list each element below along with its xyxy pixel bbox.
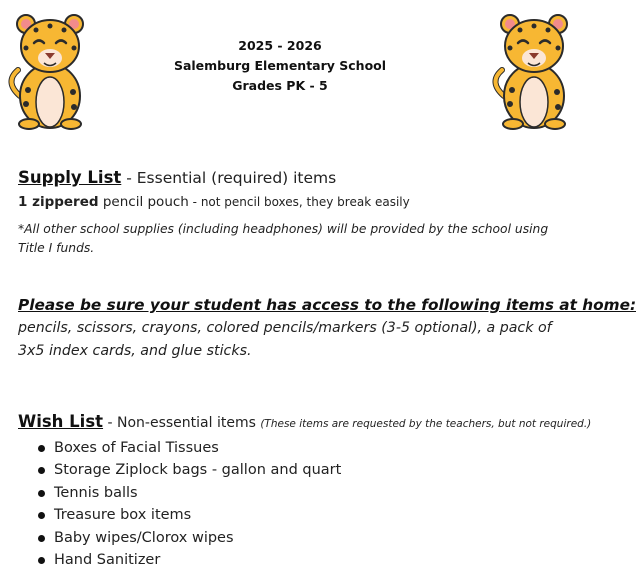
leopard-mascot-icon xyxy=(490,12,576,130)
list-item xyxy=(38,437,341,459)
list-item-label: Storage Ziplock bags - gallon and quart xyxy=(54,462,342,479)
list-item-label: Baby wipes/Clorox wipes xyxy=(54,529,234,546)
document-header xyxy=(150,36,410,96)
list-item xyxy=(38,504,341,526)
supply-item-note: - not pencil boxes, they break easily xyxy=(188,195,410,209)
supply-item-name: pencil pouch xyxy=(98,194,189,210)
bullet-icon xyxy=(38,490,45,497)
list-item xyxy=(38,459,341,481)
supply-item-quantity: 1 zippered xyxy=(18,194,99,210)
wish-list-subtitle: - Non-essential items xyxy=(103,415,261,431)
supply-footnote: *All other school supplies (including headphones) will be provided by the school using Title I funds. xyxy=(18,222,549,255)
home-items-title: Please be sure your student has access to the following items at home: xyxy=(18,296,636,314)
school-year: 2025 - 2026 xyxy=(238,38,322,53)
list-item xyxy=(38,527,341,549)
home-items-list: pencils, scissors, crayons, colored pencils/markers (3-5 optional), a pack of 3x5 index cards, and glue sticks. xyxy=(18,320,552,359)
bullet-icon xyxy=(38,445,45,452)
supply-item xyxy=(18,194,410,210)
wish-list-heading xyxy=(18,412,591,431)
supply-list-heading xyxy=(18,168,336,187)
bullet-icon xyxy=(38,535,45,542)
grade-range: Grades PK - 5 xyxy=(232,78,328,93)
bullet-icon xyxy=(38,512,45,519)
home-items-heading xyxy=(18,295,636,314)
school-name: Salemburg Elementary School xyxy=(173,58,387,73)
supply-list-title: Supply List xyxy=(18,168,122,187)
list-item-label: Tennis balls xyxy=(54,484,138,501)
list-item xyxy=(38,549,341,571)
wish-list xyxy=(38,437,341,571)
leopard-mascot-icon xyxy=(6,12,92,130)
bullet-icon xyxy=(38,557,45,564)
list-item-label: Hand Sanitizer xyxy=(54,551,161,568)
supply-list-subtitle: - Essential (required) items xyxy=(121,169,337,187)
wish-list-note: (These items are requested by the teachers, but not required.) xyxy=(260,418,592,430)
list-item xyxy=(38,482,341,504)
bullet-icon xyxy=(38,467,45,474)
list-item-label: Treasure box items xyxy=(54,507,192,524)
wish-list-title: Wish List xyxy=(18,412,104,431)
list-item-label: Boxes of Facial Tissues xyxy=(54,440,219,456)
